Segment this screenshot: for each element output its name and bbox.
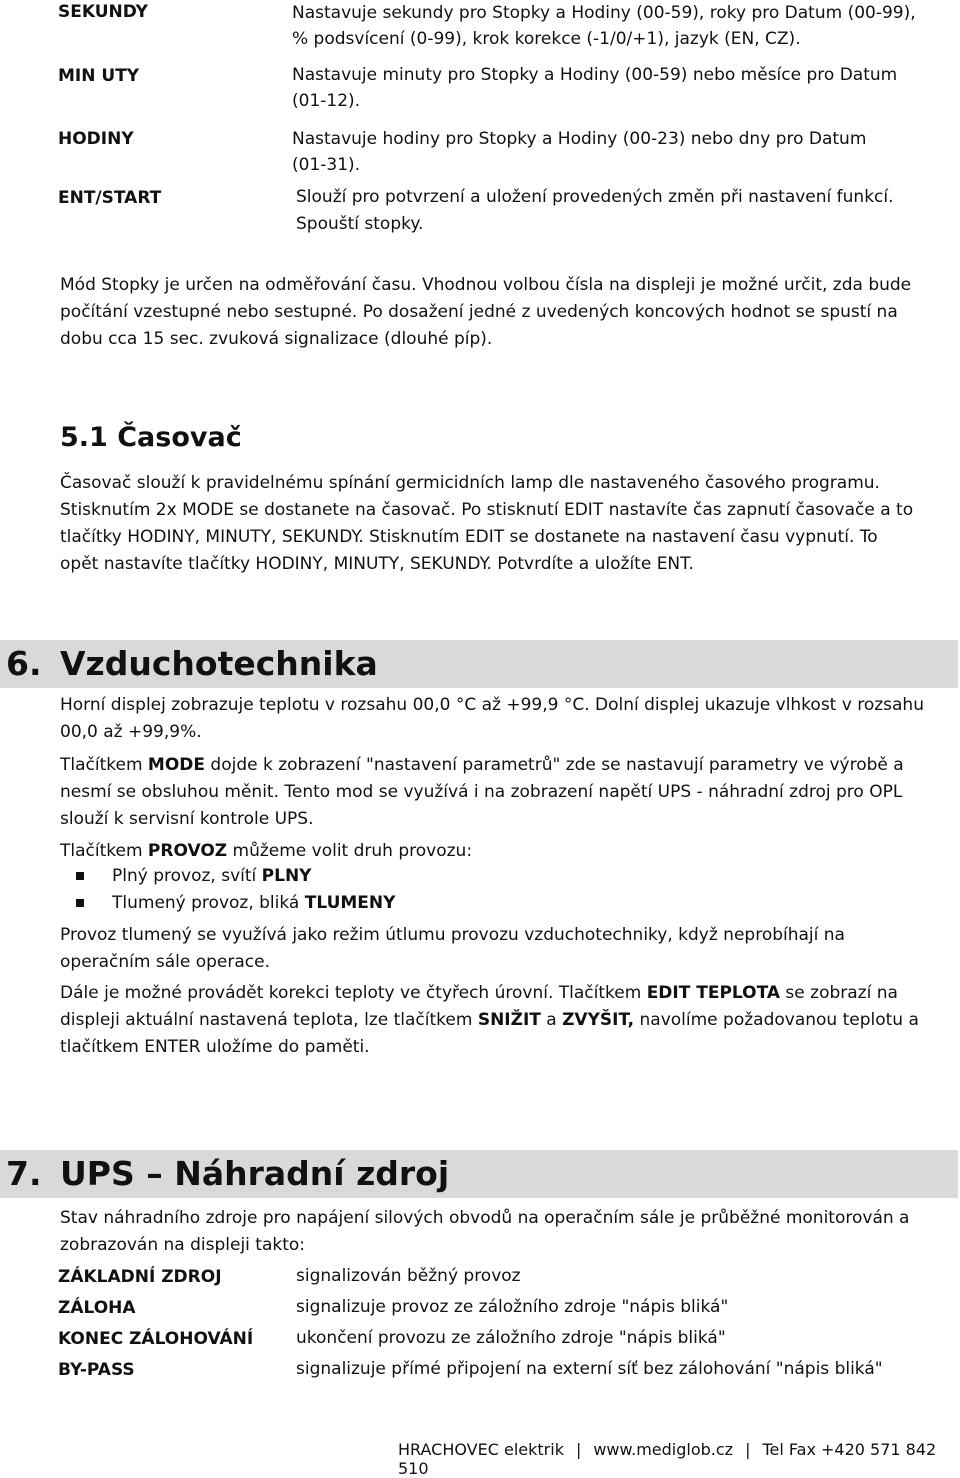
vzduch-p2-line: slouží k servisní kontrole UPS. <box>60 809 314 829</box>
ups-intro-line: Stav náhradního zdroje pro napájení silových obvodů na operačním sále je průběžné monitorován a <box>60 1208 910 1228</box>
zvysit-label: ZVYŠIT, <box>562 1010 635 1030</box>
text: dojde k zobrazení "nastavení parametrů" zde se nastavují parametry ve výrobě a <box>205 755 904 775</box>
bullet-icon <box>76 899 84 907</box>
def-minuty-line1: Nastavuje minuty pro Stopky a Hodiny (00-59) nebo měsíce pro Datum <box>292 65 898 85</box>
vzduch-p2-line <box>60 752 950 779</box>
vzduch-p4-line: Provoz tlumený se využívá jako režim útlumu provozu vzduchotechniky, když neprobíhají na <box>60 925 845 945</box>
section-7-number: 7. <box>6 1154 42 1193</box>
section-6-number: 6. <box>6 644 42 683</box>
vzduch-p4-line: operačním sále operace. <box>60 952 270 972</box>
text: navolíme požadovanou teplotu a <box>634 1010 919 1030</box>
ups-desc: ukončení provozu ze záložního zdroje "nápis bliká" <box>296 1328 726 1348</box>
ups-term: ZÁLOHA <box>58 1298 136 1318</box>
text: Tlačítkem <box>60 755 148 775</box>
term-minuty: MIN UTY <box>58 66 140 86</box>
ups-desc: signalizuje přímé připojení na externí síť bez zálohování "nápis bliká" <box>296 1359 883 1379</box>
term-hodiny: HODINY <box>58 129 134 149</box>
mode-label: MODE <box>147 755 206 775</box>
footer-web-link[interactable]: www.mediglob.cz <box>593 1440 734 1459</box>
plny-label: PLNY <box>261 866 312 886</box>
casovac-line: tlačítky HODINY, MINUTY, SEKUNDY. Stisknutím EDIT se dostanete na nastavení času vypnutí. To <box>60 527 878 547</box>
ups-intro-line: zobrazován na displeji takto: <box>60 1235 306 1255</box>
def-minuty-line2: (01-12). <box>292 91 361 111</box>
tlumeny-label: TLUMENY <box>304 893 396 913</box>
def-sekundy-line2: % podsvícení (0-99), krok korekce (-1/0/+1), jazyk (EN, CZ). <box>292 29 801 49</box>
ups-desc: signalizován běžný provoz <box>296 1266 521 1286</box>
footer-separator: | <box>575 1440 582 1459</box>
casovac-line: Časovač slouží k pravidelnému spínání germicidních lamp dle nastaveného časového programu. <box>60 473 880 493</box>
casovac-heading: 5.1 Časovač <box>60 422 242 453</box>
bullet-item-tlumeny <box>112 890 960 917</box>
footer-phone: Tel Fax +420 571 842 510 <box>398 1440 937 1478</box>
ups-term: BY-PASS <box>58 1360 135 1380</box>
text: Dále je možné provádět korekci teploty ve čtyřech úrovní. Tlačítkem <box>60 983 647 1003</box>
ups-desc: signalizuje provoz ze záložního zdroje "nápis bliká" <box>296 1297 729 1317</box>
vzduch-p3-line <box>60 838 950 865</box>
section-6-title: Vzduchotechnika <box>60 644 378 683</box>
text: displeji aktuální nastavená teplota, lze tlačítkem <box>60 1010 478 1030</box>
vzduch-p1-line: Horní displej zobrazuje teplotu v rozsahu 00,0 °C až +99,9 °C. Dolní displej ukazuje vlhkost v rozsahu <box>60 695 924 715</box>
def-hodiny-line1: Nastavuje hodiny pro Stopky a Hodiny (00-23) nebo dny pro Datum <box>292 129 867 149</box>
text: Tlačítkem <box>60 841 148 861</box>
def-ent-line2: Spouští stopky. <box>296 214 424 234</box>
stopky-line: Mód Stopky je určen na odměřování času. Vhodnou volbou čísla na displeji je možné určit, zda bude <box>60 275 912 295</box>
bullet-icon <box>76 872 84 880</box>
vzduch-p5-line: tlačítkem ENTER uložíme do paměti. <box>60 1037 370 1057</box>
snizit-label: SNIŽIT <box>477 1010 541 1030</box>
footer-separator: | <box>745 1440 751 1459</box>
provoz-label: PROVOZ <box>147 841 228 861</box>
term-ent-start: ENT/START <box>58 188 162 208</box>
text: můžeme volit druh provozu: <box>227 841 473 861</box>
ups-term: KONEC ZÁLOHOVÁNÍ <box>58 1329 254 1349</box>
stopky-line: počítání vzestupné nebo sestupné. Po dosažení jedné z uvedených koncových hodnot se spustí na <box>60 302 898 322</box>
text: a <box>540 1010 563 1030</box>
vzduch-p5-line <box>60 980 950 1007</box>
vzduch-p5-line <box>60 1007 950 1034</box>
stopky-line: dobu cca 15 sec. zvuková signalizace (dlouhé píp). <box>60 329 493 349</box>
term-sekundy: SEKUNDY <box>58 2 148 22</box>
text: Plný provoz, svítí <box>112 866 262 886</box>
def-sekundy-line1: Nastavuje sekundy pro Stopky a Hodiny (00-59), roky pro Datum (00-99), <box>292 3 916 23</box>
text: se zobrazí na <box>780 983 898 1003</box>
casovac-line: opět nastavíte tlačítky HODINY, MINUTY, SEKUNDY. Potvrdíte a uložíte ENT. <box>60 554 694 574</box>
footer-company: HRACHOVEC elektrik <box>398 1440 564 1459</box>
casovac-line: Stisknutím 2x MODE se dostanete na časovač. Po stisknutí EDIT nastavíte čas zapnutí časovače a to <box>60 500 914 520</box>
vzduch-p1-line: 00,0 až +99,9%. <box>60 722 202 742</box>
page-footer <box>398 1440 960 1478</box>
text: Tlumený provoz, bliká <box>112 893 305 913</box>
bullet-item-plny <box>112 863 960 890</box>
section-7-title: UPS – Náhradní zdroj <box>60 1154 450 1193</box>
def-ent-line1: Slouží pro potvrzení a uložení provedených změn při nastavení funkcí. <box>296 187 894 207</box>
edit-teplota-label: EDIT TEPLOTA <box>646 983 781 1003</box>
def-hodiny-line2: (01-31). <box>292 155 361 175</box>
vzduch-p2-line: nesmí se obsluhou měnit. Tento mod se využívá i na zobrazení napětí UPS - náhradní zdroj pro OPL <box>60 782 903 802</box>
ups-term: ZÁKLADNÍ ZDROJ <box>58 1267 222 1287</box>
